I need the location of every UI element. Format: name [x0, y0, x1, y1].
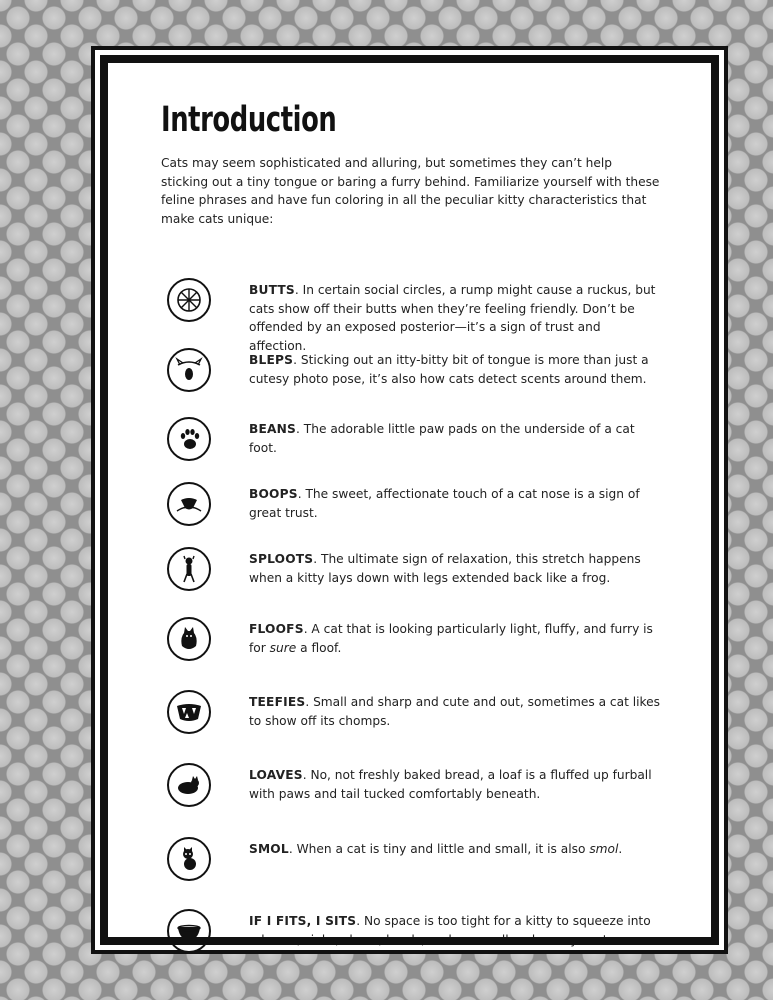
glossary-text [249, 912, 661, 949]
intro-paragraph: Cats may seem sophisticated and alluring, but sometimes they can’t help sticking out a tiny tongue or baring a furry behind. Familiarize yourself with these feline phrases and have fun coloring in all the peculiar kitty characteristics that make cats unique: [161, 156, 660, 226]
glossary-term: BLEPS [249, 353, 294, 367]
glossary-text [249, 693, 661, 730]
glossary-text [249, 840, 661, 859]
glossary-text [249, 351, 661, 388]
glossary-text [249, 420, 661, 457]
glossary-desc: . No, not freshly baked bread, a loaf is a fluffed up furball with paws and tail tucked comfortably beneath. [249, 768, 652, 801]
glossary-text [249, 550, 661, 587]
glossary-term: BOOPS [249, 487, 298, 501]
page-title: Introduction [161, 100, 337, 140]
glossary-term: FLOOFS [249, 622, 304, 636]
glossary-desc: . A cat that is looking particularly light, fluffy, and furry is for [249, 622, 653, 655]
glossary-text [249, 620, 661, 657]
glossary-desc: . The sweet, affectionate touch of a cat nose is a sign of great trust. [249, 487, 640, 520]
loaf-cat-icon [167, 763, 211, 807]
cat-nose-icon [167, 482, 211, 526]
glossary-term: BUTTS [249, 283, 295, 297]
kitten-icon [167, 837, 211, 881]
glossary-emphasis: sure [269, 640, 297, 655]
splooting-cat-icon [167, 547, 211, 591]
glossary-term: SMOL [249, 842, 289, 856]
glossary-entry-smol [161, 837, 661, 893]
glossary-entry-beans [161, 417, 661, 473]
glossary-text [249, 485, 661, 522]
glossary-desc: . Sticking out an itty-bitty bit of tongue is more than just a cutesy photo pose, it’s also how cats detect scents around them. [249, 353, 649, 386]
glossary-desc: . Small and sharp and cute and out, sometimes a cat likes to show off its chomps. [249, 695, 660, 728]
glossary-desc: . The ultimate sign of relaxation, this stretch happens when a kitty lays down with legs extended back like a frog. [249, 552, 641, 585]
fluffy-cat-icon [167, 617, 211, 661]
glossary-entry-teefies [161, 690, 661, 746]
glossary-entry-loaves [161, 763, 661, 819]
glossary-desc-end: . [618, 842, 623, 856]
glossary-entry-boops [161, 482, 661, 538]
glossary-entry-bleps [161, 348, 661, 404]
glossary-term: IF I FITS, I SITS [249, 914, 357, 928]
glossary-term: BEANS [249, 422, 297, 436]
cat-teeth-icon [167, 690, 211, 734]
glossary-desc: . In certain social circles, a rump might cause a ruckus, but cats show off their butts when they’re feeling friendly. Don’t be offended by an exposed posterior—it’s a sign of trust and affection. [249, 283, 656, 353]
page-content [161, 100, 661, 947]
glossary-emphasis: smol [589, 842, 619, 856]
glossary-entry-sploots [161, 547, 661, 603]
glossary-entry-butts [161, 278, 661, 353]
paw-icon [167, 417, 211, 461]
glossary-text [249, 766, 661, 803]
page-frame [91, 46, 728, 954]
glossary-term: SPLOOTS [249, 552, 314, 566]
glossary-term: LOAVES [249, 768, 303, 782]
glossary-term: TEEFIES [249, 695, 306, 709]
glossary-desc: . The adorable little paw pads on the underside of a cat foot. [249, 422, 635, 455]
glossary-entry-floofs [161, 617, 661, 673]
cat-butt-icon [167, 278, 211, 322]
glossary-entry-if-i-fits [161, 909, 661, 965]
glossary-desc: . No space is too tight for a kitty to squeeze into—boxes, sinks, shoes, bowls, and vases all make cozy seats. [249, 914, 651, 947]
glossary-desc: . When a cat is tiny and little and small, it is also [288, 842, 590, 856]
glossary-text [249, 281, 661, 355]
glossary-desc-end: a floof. [296, 640, 342, 655]
cat-tongue-icon [167, 348, 211, 392]
cat-in-bowl-icon [167, 909, 211, 953]
